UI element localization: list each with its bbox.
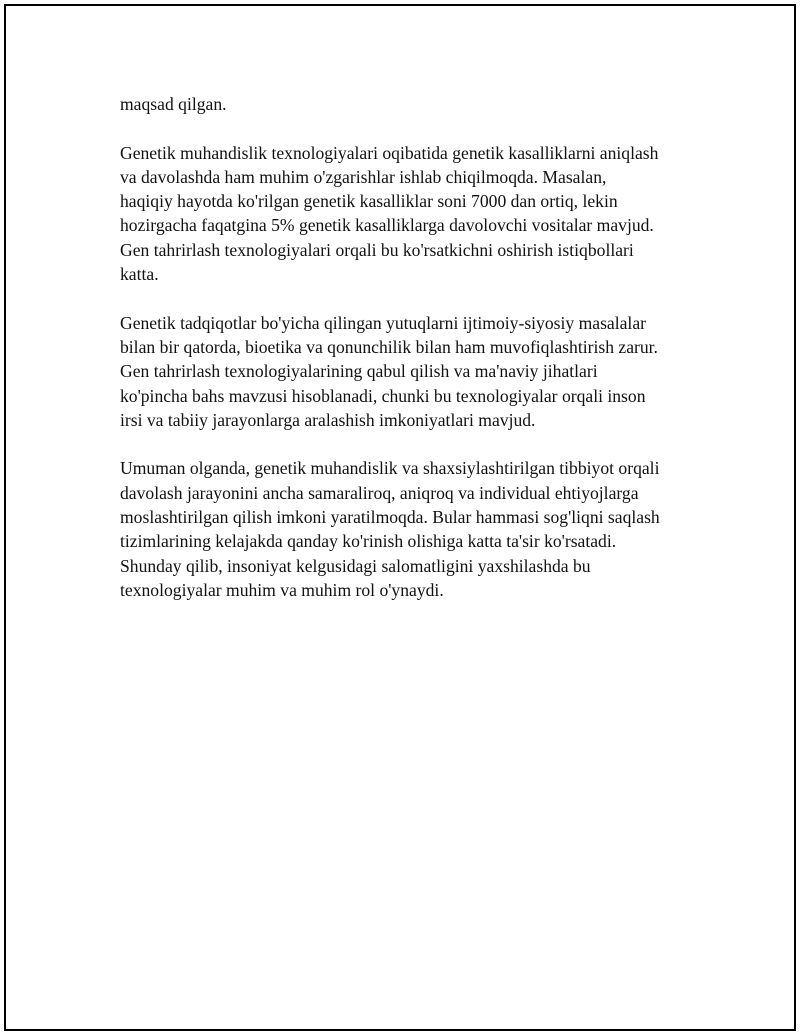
- paragraph-continuation: maqsad qilgan.: [120, 94, 227, 114]
- paragraph-bioethics: Genetik tadqiqotlar bo'yicha qilingan yutuqlarni ijtimoiy-siyosiy masalalar bilan bir qatorda, bioetika va qonunchilik bilan ham muvofiqlashtirish zarur. Gen tahrirlash texnologiyalarining qabul qilish va ma'naviy jihatlari ko'pincha bahs mavzusi hisoblanadi, chunki bu texnologiyalar orqali inson irsi va tabiiy jarayonlarga aralashish imkoniyatlari mavjud.: [120, 312, 658, 430]
- document-body: [120, 92, 700, 602]
- paragraph-conclusion: Umuman olganda, genetik muhandislik va shaxsiylashtirilgan tibbiyot orqali davolash jarayonini ancha samaraliroq, aniqroq va individual ehtiyojlarga moslashtirilgan qilish imkoni yaratilmoqda. Bular hammasi sog'liqni saqlash tizimlarining kelajakda qanday ko'rinish olishiga katta ta'sir ko'rsatadi. Shunday qilib, insoniyat kelgusidagi salomatligini yaxshilashda bu texnologiyalar muhim va muhim rol o'ynaydi.: [120, 458, 660, 600]
- paragraph-genetic-diseases: Genetik muhandislik texnologiyalari oqibatida genetik kasalliklarni aniqlash va davolashda ham muhim o'zgarishlar ishlab chiqilmoqda. Masalan, haqiqiy hayotda ko'rilgan genetik kasalliklar soni 7000 dan ortiq, lekin hozirgacha faqatgina 5% genetik kasalliklarga davolovchi vositalar mavjud. Gen tahrirlash texnologiyalari orqali bu ko'rsatkichni oshirish istiqbollari katta.: [120, 142, 659, 285]
- document-page: [4, 4, 796, 1031]
